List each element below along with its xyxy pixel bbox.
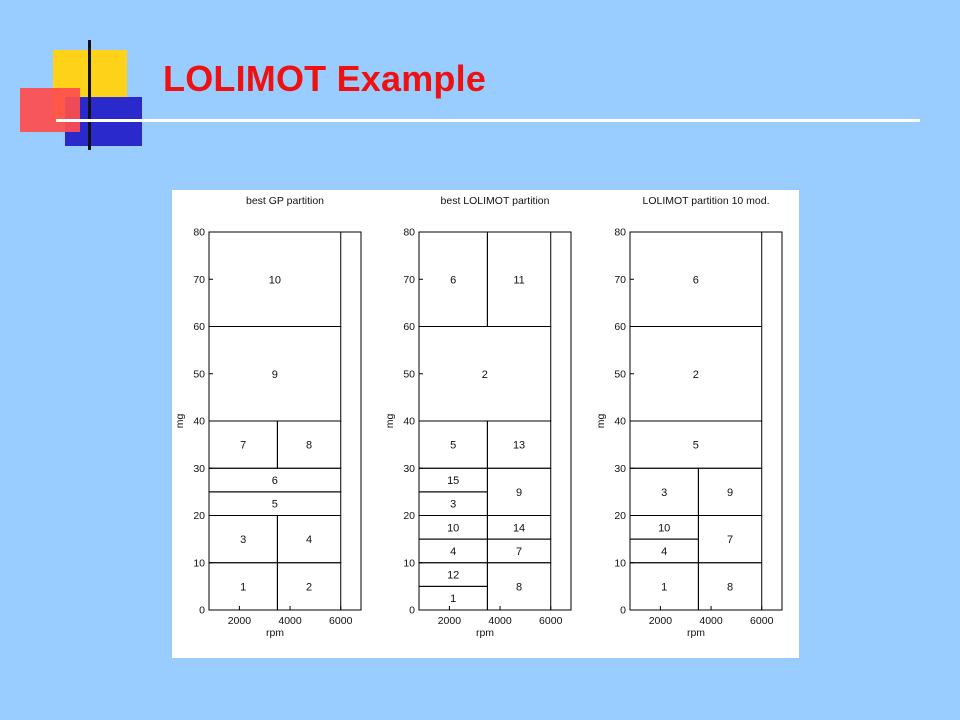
x-axis-label: rpm — [265, 627, 285, 639]
region-label: 10 — [658, 522, 671, 535]
region-label: 8 — [727, 581, 734, 594]
y-tick-label: 60 — [614, 321, 626, 333]
x-tick-label: 4000 — [699, 615, 723, 627]
region-label: 4 — [306, 534, 313, 547]
region-label: 3 — [661, 486, 668, 499]
y-tick-label: 50 — [403, 368, 415, 381]
region-label: 2 — [481, 368, 488, 381]
deco-red-square — [20, 88, 80, 132]
region-label: 8 — [516, 581, 523, 594]
x-tick-label: 4000 — [278, 615, 302, 627]
region-label: 5 — [271, 498, 278, 511]
plot-title: best LOLIMOT partition — [440, 195, 550, 207]
region-label: 1 — [240, 581, 247, 594]
title-decoration — [0, 0, 160, 160]
y-tick-label: 60 — [193, 321, 205, 333]
partition-plots — [172, 190, 799, 658]
x-tick-label: 4000 — [488, 615, 512, 627]
y-tick-label: 10 — [614, 557, 626, 570]
region-label: 6 — [692, 274, 699, 287]
region-label: 4 — [450, 545, 457, 558]
region-label: 6 — [450, 274, 457, 287]
deco-vertical-line — [88, 40, 91, 150]
y-tick-label: 20 — [614, 510, 626, 522]
region-label: 7 — [240, 439, 247, 452]
y-tick-label: 40 — [403, 415, 415, 428]
x-axis-label: rpm — [686, 627, 706, 639]
y-tick-label: 0 — [199, 604, 205, 617]
y-tick-label: 10 — [403, 557, 415, 570]
region-label: 5 — [692, 439, 699, 452]
y-tick-label: 70 — [403, 273, 415, 286]
region-label: 8 — [306, 439, 313, 452]
plot-title: LOLIMOT partition 10 mod. — [642, 195, 770, 207]
y-tick-label: 80 — [614, 226, 626, 239]
region-label: 9 — [271, 368, 278, 381]
y-tick-label: 20 — [193, 510, 205, 522]
region-label: 9 — [516, 486, 523, 499]
y-tick-label: 50 — [614, 368, 626, 381]
region-label: 4 — [661, 545, 668, 558]
region-label: 12 — [447, 569, 460, 582]
region-label: 10 — [447, 522, 460, 535]
region-label: 1 — [661, 581, 668, 594]
y-tick-label: 80 — [193, 226, 205, 239]
y-tick-label: 30 — [403, 462, 415, 475]
x-tick-label: 6000 — [750, 615, 774, 627]
partition-figure — [172, 190, 799, 658]
region-label: 9 — [727, 486, 734, 499]
y-tick-label: 40 — [614, 415, 626, 428]
title-rule — [56, 119, 920, 122]
region-label: 2 — [692, 368, 699, 381]
slide-title: LOLIMOT Example — [163, 58, 487, 99]
y-axis-label: mg — [595, 413, 607, 429]
y-tick-label: 30 — [193, 462, 205, 475]
y-tick-label: 30 — [614, 462, 626, 475]
region-label: 1 — [450, 593, 457, 606]
region-label: 3 — [450, 498, 457, 511]
y-tick-label: 70 — [193, 273, 205, 286]
y-tick-label: 50 — [193, 368, 205, 381]
x-tick-label: 2000 — [437, 615, 462, 627]
y-tick-label: 60 — [403, 321, 415, 333]
y-tick-label: 40 — [193, 415, 205, 428]
y-tick-label: 0 — [620, 604, 626, 617]
y-axis-label: mg — [384, 413, 396, 429]
region-label: 13 — [512, 439, 526, 452]
region-label: 15 — [447, 475, 460, 488]
plot-title: best GP partition — [245, 195, 325, 207]
region-label: 3 — [240, 534, 247, 547]
y-tick-label: 80 — [403, 226, 415, 239]
x-tick-label: 6000 — [539, 615, 563, 627]
region-label: 7 — [516, 545, 523, 558]
region-label: 7 — [727, 534, 734, 547]
region-label: 10 — [268, 274, 281, 287]
region-label: 2 — [306, 581, 313, 594]
y-axis-label: mg — [174, 413, 186, 429]
y-tick-label: 0 — [409, 604, 415, 617]
y-tick-label: 10 — [193, 557, 205, 570]
region-label: 5 — [450, 439, 457, 452]
y-tick-label: 20 — [403, 510, 415, 522]
x-tick-label: 6000 — [329, 615, 353, 627]
region-label: 6 — [271, 475, 278, 488]
region-label: 11 — [513, 274, 525, 287]
x-axis-label: rpm — [475, 627, 495, 639]
y-tick-label: 70 — [614, 273, 626, 286]
x-tick-label: 2000 — [227, 615, 252, 627]
x-tick-label: 2000 — [648, 615, 673, 627]
region-label: 14 — [512, 522, 526, 535]
